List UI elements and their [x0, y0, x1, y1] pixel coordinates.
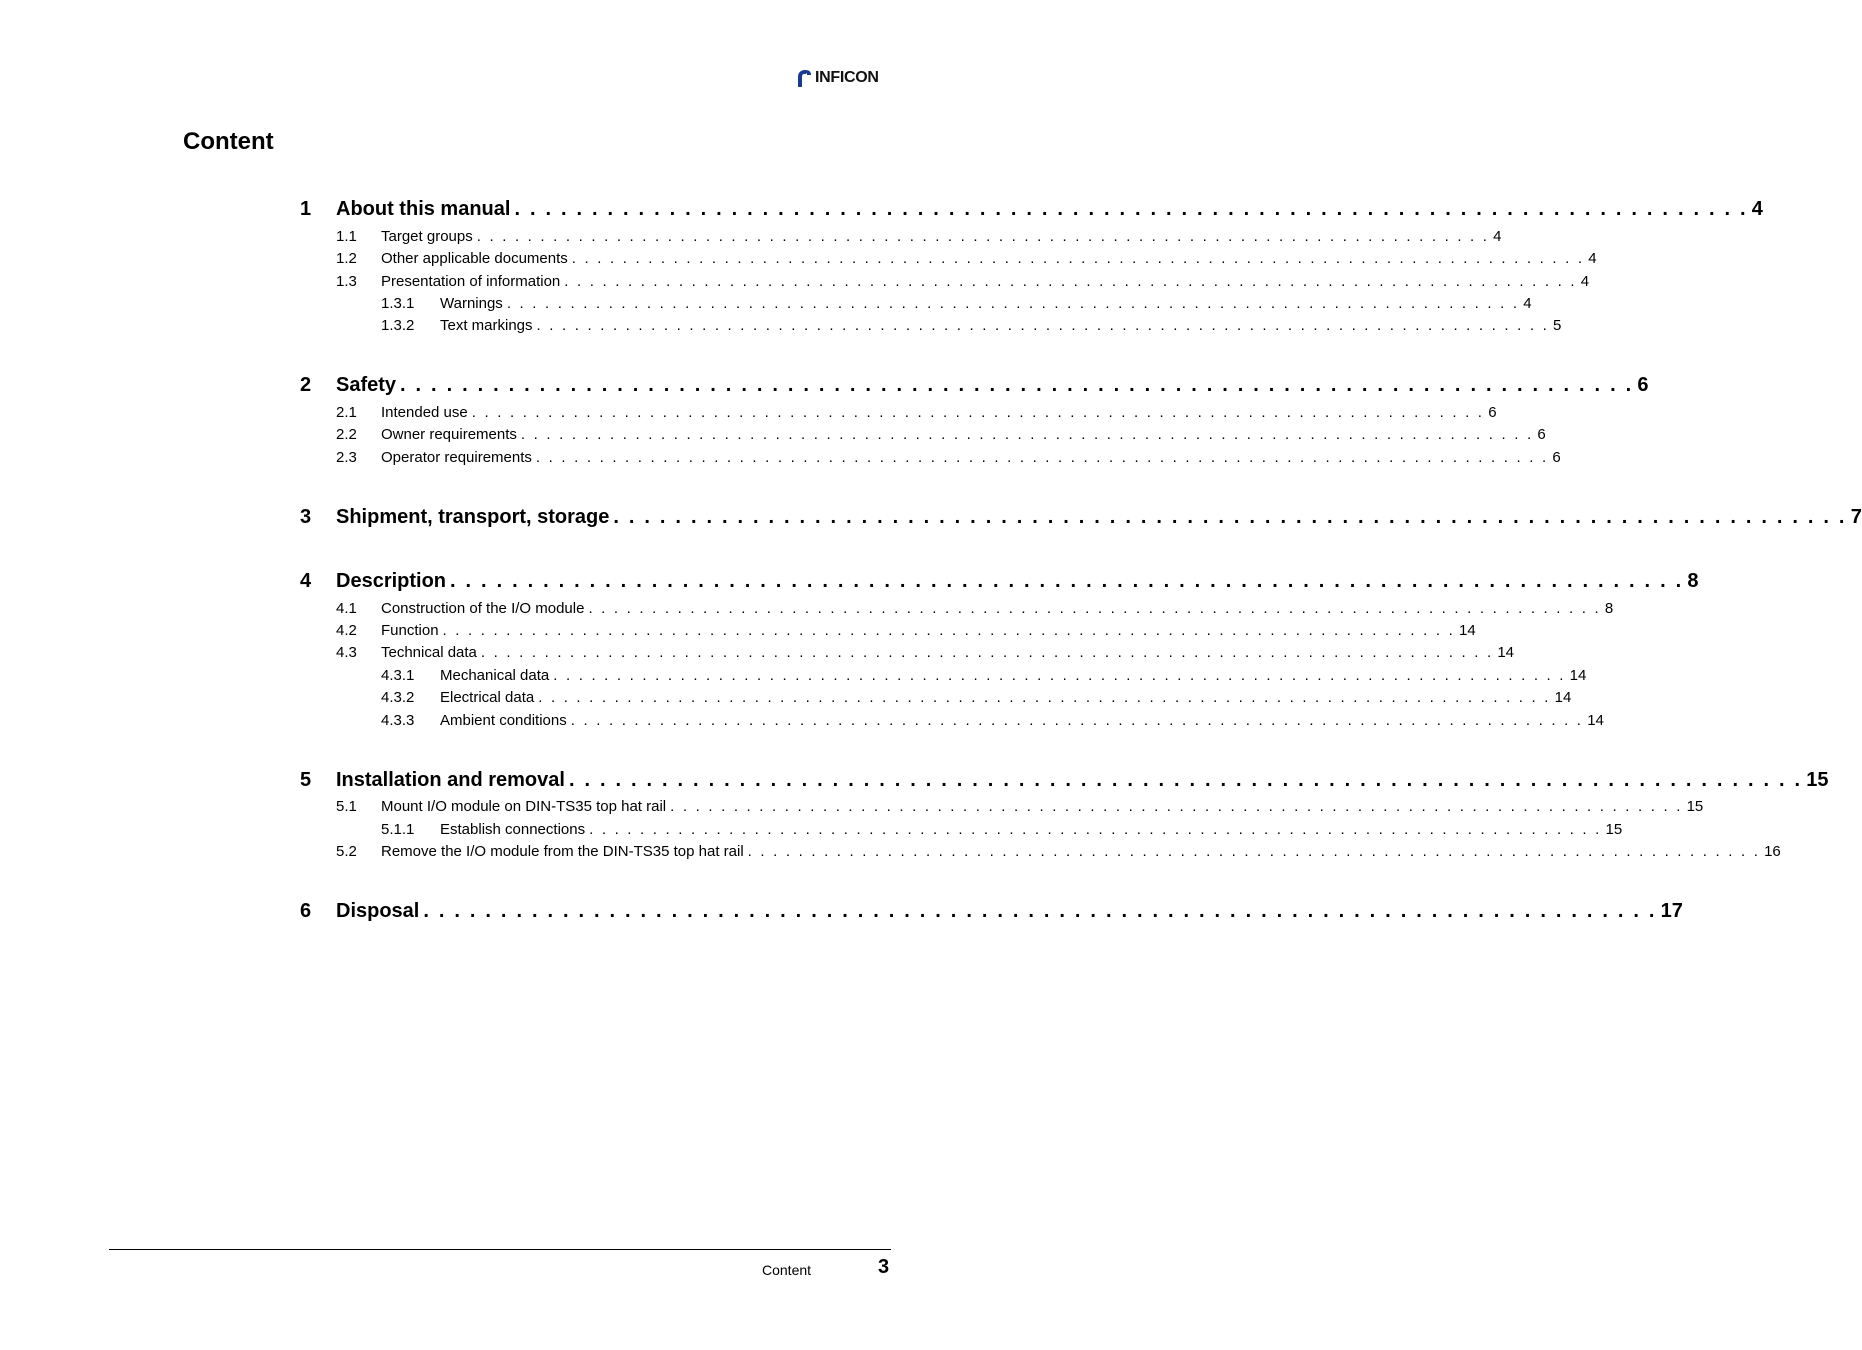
toc-entry-page: 16 — [1764, 843, 1781, 860]
toc-entry-number: 1.1 — [336, 228, 357, 245]
toc-entry[interactable] — [300, 769, 1829, 795]
toc-entry-number: 4.3.2 — [381, 689, 415, 706]
toc-entry-title: Technical data — [381, 644, 477, 661]
toc-leader-dots: . . . . . . . . . . . . . . . . . . . . . . . . . . . . . . . . . . . . . . . . . . . . . . . . . . . . . . . . . . . . . . . . . . . . . . . . . . . . . . . . — [747, 843, 1761, 860]
toc-entry-number: 2.1 — [336, 404, 357, 421]
toc-entry-title: Mount I/O module on DIN-TS35 top hat rail — [381, 798, 667, 815]
toc-leader-dots: . . . . . . . . . . . . . . . . . . . . . . . . . . . . . . . . . . . . . . . . . . . . . . . . . . . . . . . . . . . . . . . . . . . . . . . . . . . . . . . . — [514, 198, 1748, 220]
toc-entry[interactable] — [300, 900, 1683, 926]
toc-entry-number: 1.3.1 — [381, 295, 415, 312]
toc-entry-title: Description — [336, 570, 447, 592]
toc-entry-page: 14 — [1458, 622, 1476, 639]
toc-entry-title: Text markings — [440, 317, 533, 334]
toc-entry[interactable] — [300, 798, 1704, 818]
toc-leader-dots: . . . . . . . . . . . . . . . . . . . . . . . . . . . . . . . . . . . . . . . . . . . . . . . . . . . . . . . . . . . . . . . . . . . . . . . . . . . . . . . . — [564, 273, 1577, 290]
toc-entry-number: 3 — [300, 506, 312, 528]
toc-entry-number: 6 — [300, 900, 312, 922]
toc-entry-page: 6 — [1637, 374, 1649, 396]
toc-entry-page: 4 — [1493, 228, 1502, 245]
toc-entry-number: 1.2 — [336, 250, 357, 267]
toc-leader-dots: . . . . . . . . . . . . . . . . . . . . . . . . . . . . . . . . . . . . . . . . . . . . . . . . . . . . . . . . . . . . . . . . . . . . . . . . . . . . . . . . — [568, 769, 1803, 791]
toc-entry-title: Construction of the I/O module — [381, 600, 585, 617]
toc-leader-dots: . . . . . . . . . . . . . . . . . . . . . . . . . . . . . . . . . . . . . . . . . . . . . . . . . . . . . . . . . . . . . . . . . . . . . . . . . . . . . . . . — [553, 667, 1566, 684]
toc-entry[interactable] — [300, 449, 1561, 469]
toc-entry-page: 14 — [1569, 667, 1587, 684]
toc-entry-number: 5.1 — [336, 798, 357, 815]
toc-entry-number: 4.3.1 — [381, 667, 415, 684]
toc-leader-dots: . . . . . . . . . . . . . . . . . . . . . . . . . . . . . . . . . . . . . . . . . . . . . . . . . . . . . . . . . . . . . . . . . . . . . . . . . . . . . . . . — [400, 374, 1634, 396]
toc-entry-page: 5 — [1552, 317, 1562, 334]
toc-entry-number: 1.3 — [336, 273, 357, 290]
toc-entry-title: Installation and removal — [336, 769, 565, 791]
toc-leader-dots: . . . . . . . . . . . . . . . . . . . . . . . . . . . . . . . . . . . . . . . . . . . . . . . . . . . . . . . . . . . . . . . . . . . . . . . . . . . . . . . . — [571, 250, 1585, 267]
toc-entry[interactable] — [300, 198, 1763, 224]
toc-entry-title: Other applicable documents — [381, 250, 568, 267]
inficon-logo-icon — [794, 67, 814, 89]
toc-entry-page: 8 — [1604, 600, 1614, 617]
toc-leader-dots: . . . . . . . . . . . . . . . . . . . . . . . . . . . . . . . . . . . . . . . . . . . . . . . . . . . . . . . . . . . . . . . . . . . . . . . . . . . . . . . . — [506, 295, 1520, 312]
page-title: Content — [183, 128, 274, 155]
toc-entry-page: 8 — [1687, 570, 1699, 592]
footer-label: Content — [762, 1262, 812, 1278]
toc-entry[interactable] — [300, 228, 1502, 248]
toc-entry[interactable] — [300, 570, 1699, 596]
toc-entry[interactable] — [300, 600, 1614, 620]
toc-entry[interactable] — [300, 404, 1497, 424]
toc-entry[interactable] — [300, 644, 1515, 664]
toc-entry-page: 14 — [1587, 712, 1604, 729]
toc-entry-title: Owner requirements — [381, 426, 517, 443]
toc-entry-title: Operator requirements — [381, 449, 532, 466]
toc-entry[interactable] — [300, 374, 1649, 400]
toc-leader-dots: . . . . . . . . . . . . . . . . . . . . . . . . . . . . . . . . . . . . . . . . . . . . . . . . . . . . . . . . . . . . . . . . . . . . . . . . . . . . . . . . — [423, 900, 1657, 922]
toc-entry[interactable] — [300, 821, 1623, 841]
toc-entry-page: 4 — [1580, 273, 1590, 290]
toc-entry-number: 1.3.2 — [381, 317, 415, 334]
toc-entry[interactable] — [300, 506, 1862, 532]
footer-divider — [109, 1249, 891, 1250]
toc-entry[interactable] — [300, 426, 1546, 446]
toc-leader-dots: . . . . . . . . . . . . . . . . . . . . . . . . . . . . . . . . . . . . . . . . . . . . . . . . . . . . . . . . . . . . . . . . . . . . . . . . . . . . . . . . — [442, 622, 1455, 639]
toc-entry-page: 6 — [1552, 449, 1561, 466]
toc-entry[interactable] — [300, 317, 1562, 337]
toc-leader-dots: . . . . . . . . . . . . . . . . . . . . . . . . . . . . . . . . . . . . . . . . . . . . . . . . . . . . . . . . . . . . . . . . . . . . . . . . . . . . . . . . — [476, 228, 1490, 245]
inficon-logo — [794, 66, 894, 90]
toc-entry-page: 14 — [1497, 644, 1515, 661]
toc-entry-title: Target groups — [381, 228, 473, 245]
toc-entry-page: 15 — [1605, 821, 1623, 838]
toc-entry-number: 5.2 — [336, 843, 357, 860]
toc-leader-dots: . . . . . . . . . . . . . . . . . . . . . . . . . . . . . . . . . . . . . . . . . . . . . . . . . . . . . . . . . . . . . . . . . . . . . . . . . . . . . . . . — [480, 644, 1494, 661]
toc-entry-title: About this manual — [336, 198, 511, 220]
toc-entry-page: 4 — [1523, 295, 1532, 312]
toc-entry-page: 17 — [1660, 900, 1683, 922]
toc-leader-dots: . . . . . . . . . . . . . . . . . . . . . . . . . . . . . . . . . . . . . . . . . . . . . . . . . . . . . . . . . . . . . . . . . . . . . . . . . . . . . . . . — [471, 404, 1485, 421]
logo-text: INFICON — [815, 69, 879, 86]
toc-entry[interactable] — [300, 843, 1781, 863]
toc-entry-number: 5 — [300, 769, 312, 791]
toc-leader-dots: . . . . . . . . . . . . . . . . . . . . . . . . . . . . . . . . . . . . . . . . . . . . . . . . . . . . . . . . . . . . . . . . . . . . . . . . . . . . . . . . — [613, 506, 1847, 528]
toc-entry-title: Shipment, transport, storage — [336, 506, 610, 528]
toc-entry-title: Mechanical data — [440, 667, 550, 684]
toc-entry-page: 6 — [1488, 404, 1497, 421]
toc-leader-dots: . . . . . . . . . . . . . . . . . . . . . . . . . . . . . . . . . . . . . . . . . . . . . . . . . . . . . . . . . . . . . . . . . . . . . . . . . . . . . . . . — [670, 798, 1683, 815]
toc-leader-dots: . . . . . . . . . . . . . . . . . . . . . . . . . . . . . . . . . . . . . . . . . . . . . . . . . . . . . . . . . . . . . . . . . . . . . . . . . . . . . . . . — [536, 317, 1549, 334]
toc-entry-title: Safety — [336, 374, 397, 396]
toc-entry-number: 5.1.1 — [381, 821, 415, 838]
toc-leader-dots: . . . . . . . . . . . . . . . . . . . . . . . . . . . . . . . . . . . . . . . . . . . . . . . . . . . . . . . . . . . . . . . . . . . . . . . . . . . . . . . . — [520, 426, 1534, 443]
footer-page-number: 3 — [878, 1256, 890, 1278]
toc-entry-number: 4.3.3 — [381, 712, 415, 729]
toc-leader-dots: . . . . . . . . . . . . . . . . . . . . . . . . . . . . . . . . . . . . . . . . . . . . . . . . . . . . . . . . . . . . . . . . . . . . . . . . . . . . . . . . — [535, 449, 1549, 466]
toc-entry[interactable] — [300, 689, 1572, 709]
toc-entry-number: 2 — [300, 374, 312, 396]
toc-entry-number: 4.2 — [336, 622, 357, 639]
toc-leader-dots: . . . . . . . . . . . . . . . . . . . . . . . . . . . . . . . . . . . . . . . . . . . . . . . . . . . . . . . . . . . . . . . . . . . . . . . . . . . . . . . . — [450, 570, 1684, 592]
toc-leader-dots: . . . . . . . . . . . . . . . . . . . . . . . . . . . . . . . . . . . . . . . . . . . . . . . . . . . . . . . . . . . . . . . . . . . . . . . . . . . . . . . . — [589, 821, 1602, 838]
toc-entry-page: 15 — [1806, 769, 1829, 791]
toc-entry-title: Function — [381, 622, 439, 639]
toc-entry-number: 1 — [300, 198, 312, 220]
toc-entry-title: Remove the I/O module from the DIN-TS35 top hat rail — [381, 843, 744, 860]
toc-entry-number: 4.3 — [336, 644, 357, 661]
toc-entry-title: Ambient conditions — [440, 712, 567, 729]
toc-entry-title: Disposal — [336, 900, 420, 922]
toc-leader-dots: . . . . . . . . . . . . . . . . . . . . . . . . . . . . . . . . . . . . . . . . . . . . . . . . . . . . . . . . . . . . . . . . . . . . . . . . . . . . . . . . — [538, 689, 1551, 706]
toc-entry-title: Warnings — [440, 295, 503, 312]
toc-entry-page: 14 — [1554, 689, 1572, 706]
toc-leader-dots: . . . . . . . . . . . . . . . . . . . . . . . . . . . . . . . . . . . . . . . . . . . . . . . . . . . . . . . . . . . . . . . . . . . . . . . . . . . . . . . . — [588, 600, 1601, 617]
toc-leader-dots: . . . . . . . . . . . . . . . . . . . . . . . . . . . . . . . . . . . . . . . . . . . . . . . . . . . . . . . . . . . . . . . . . . . . . . . . . . . . . . . . — [570, 712, 1584, 729]
toc-entry-page: 4 — [1588, 250, 1597, 267]
toc-entry-page: 15 — [1686, 798, 1704, 815]
toc-entry-title: Intended use — [381, 404, 468, 421]
toc-entry[interactable] — [300, 295, 1532, 315]
toc-entry-number: 4 — [300, 570, 312, 592]
toc-entry-title: Electrical data — [440, 689, 535, 706]
toc-entry[interactable] — [300, 712, 1604, 732]
toc-entry[interactable] — [300, 667, 1587, 687]
toc-entry-title: Presentation of information — [381, 273, 561, 290]
toc-entry[interactable] — [300, 622, 1476, 642]
toc-entry-number: 2.3 — [336, 449, 357, 466]
toc-entry-title: Establish connections — [440, 821, 586, 838]
toc-entry-page: 4 — [1751, 198, 1763, 220]
toc-entry[interactable] — [300, 273, 1590, 293]
toc-entry-page: 7 — [1850, 506, 1862, 528]
toc-entry-number: 4.1 — [336, 600, 357, 617]
toc-entry[interactable] — [300, 250, 1597, 270]
toc-entry-number: 2.2 — [336, 426, 357, 443]
toc-entry-page: 6 — [1537, 426, 1546, 443]
